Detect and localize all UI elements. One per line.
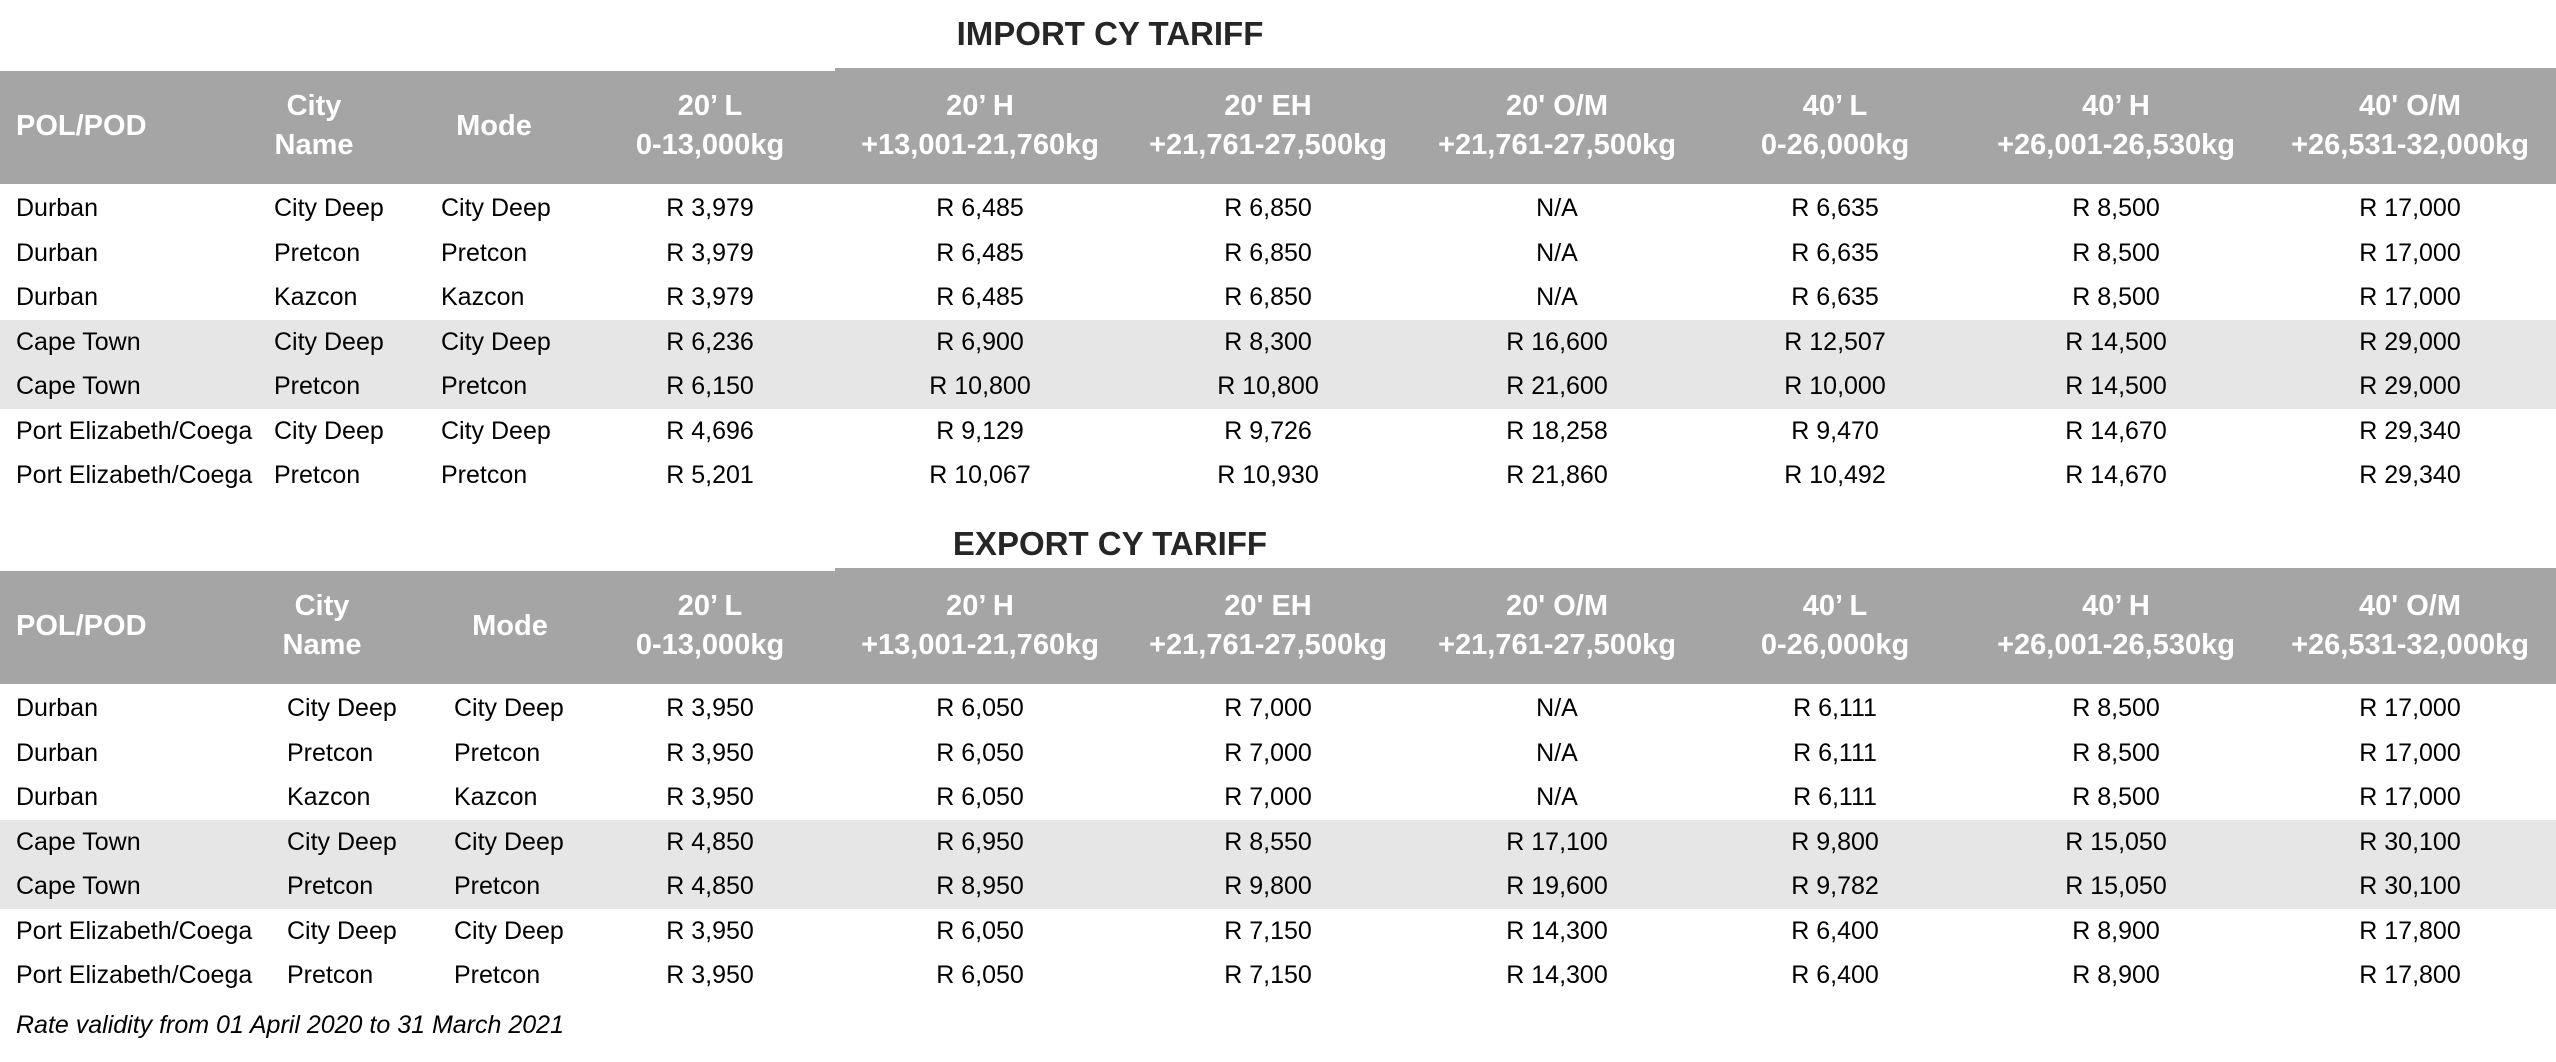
- cell-20h: R 8,950: [936, 872, 1024, 900]
- import-table-row: [0, 409, 2556, 454]
- header-line-1: City: [286, 90, 342, 122]
- header-line-1: 20’ H: [946, 90, 1014, 122]
- cell-mode: City Deep: [441, 327, 551, 356]
- header-line-1: POL/POD: [16, 109, 147, 142]
- import-header-pol-pod: [16, 68, 147, 184]
- cell-city-name: City Deep: [274, 416, 384, 445]
- cell-pol-pod: Port Elizabeth/Coega: [16, 916, 253, 945]
- import-table-row: [0, 186, 2556, 231]
- header-line-1: Mode: [472, 609, 548, 642]
- header-line-1: 40’ H: [2082, 590, 2150, 622]
- cell-pol-pod: Durban: [16, 194, 98, 222]
- header-line-2: 0-26,000kg: [1760, 129, 1910, 161]
- header-line-1: City: [294, 590, 350, 622]
- cell-city-name: City Deep: [274, 327, 384, 356]
- cell-40om: R 17,000: [2359, 194, 2461, 222]
- cell-40om: R 29,000: [2359, 372, 2461, 400]
- export-table-row: [0, 909, 2556, 954]
- export-header-40l: [1685, 568, 1985, 684]
- cell-20eh: R 8,550: [1224, 827, 1312, 856]
- cell-20om: N/A: [1536, 194, 1578, 222]
- cell-pol-pod: Port Elizabeth/Coega: [16, 961, 253, 989]
- cell-20h: R 6,050: [936, 961, 1024, 989]
- import-header-40h: [1966, 68, 2266, 184]
- cell-pol-pod: Durban: [16, 283, 98, 311]
- cell-mode: Pretcon: [441, 372, 528, 400]
- header-line-2: +21,761-27,500kg: [1149, 629, 1387, 661]
- cell-40om: R 30,100: [2359, 872, 2461, 900]
- cell-40l: R 6,111: [1793, 694, 1877, 722]
- cell-20eh: R 7,000: [1224, 783, 1312, 811]
- cell-mode: Kazcon: [441, 283, 525, 311]
- cell-pol-pod: Cape Town: [16, 327, 141, 356]
- cell-20om: R 21,600: [1506, 372, 1608, 400]
- cell-mode: Pretcon: [441, 461, 528, 489]
- header-line-2: +26,531-32,000kg: [2291, 129, 2529, 161]
- cell-40l: R 9,800: [1791, 827, 1879, 856]
- cell-40l: R 9,782: [1791, 872, 1879, 900]
- cell-20eh: R 6,850: [1224, 283, 1312, 311]
- cell-mode: City Deep: [441, 194, 551, 222]
- cell-20h: R 6,050: [936, 783, 1024, 811]
- cell-pol-pod: Durban: [16, 738, 98, 767]
- cell-20eh: R 7,150: [1224, 961, 1312, 989]
- cell-20h: R 6,485: [936, 283, 1024, 311]
- import-header-20h: [830, 68, 1130, 184]
- cell-20eh: R 8,300: [1224, 327, 1312, 356]
- cell-mode: Pretcon: [454, 961, 541, 989]
- header-line-2: +13,001-21,760kg: [861, 129, 1099, 161]
- cell-20eh: R 6,850: [1224, 238, 1312, 267]
- export-table-row: [0, 775, 2556, 820]
- cell-pol-pod: Durban: [16, 783, 98, 811]
- cell-40om: R 17,000: [2359, 694, 2461, 722]
- header-line-1: 20' O/M: [1506, 90, 1608, 122]
- import-header-40l: [1685, 68, 1985, 184]
- header-line-1: POL/POD: [16, 609, 147, 642]
- cell-city-name: Kazcon: [287, 783, 371, 811]
- cell-20eh: R 9,800: [1224, 872, 1312, 900]
- header-line-2: 0-26,000kg: [1760, 629, 1910, 661]
- header-line-1: 40' O/M: [2359, 90, 2461, 122]
- cell-city-name: Pretcon: [287, 872, 374, 900]
- header-line-1: 20’ H: [946, 590, 1014, 622]
- cell-20om: R 21,860: [1506, 461, 1608, 489]
- import-header-20l: [560, 68, 860, 184]
- cell-20eh: R 7,150: [1224, 916, 1312, 945]
- cell-20h: R 9,129: [936, 416, 1024, 445]
- cell-20h: R 6,050: [936, 916, 1024, 945]
- export-header-20eh: [1118, 568, 1418, 684]
- cell-20l: R 3,979: [666, 238, 754, 267]
- cell-pol-pod: Durban: [16, 694, 98, 722]
- cell-40h: R 8,500: [2072, 694, 2160, 722]
- export-table-row: [0, 820, 2556, 865]
- header-line-1: 40’ L: [1802, 90, 1868, 122]
- cell-40om: R 17,800: [2359, 916, 2461, 945]
- header-line-2: Name: [282, 629, 362, 661]
- cell-40l: R 6,635: [1791, 283, 1879, 311]
- cell-40h: R 8,900: [2072, 961, 2160, 989]
- cell-40h: R 8,500: [2072, 194, 2160, 222]
- cell-40h: R 8,500: [2072, 738, 2160, 767]
- export-header-20l: [560, 568, 860, 684]
- cell-mode: City Deep: [454, 694, 564, 722]
- cell-city-name: City Deep: [287, 827, 397, 856]
- cell-city-name: City Deep: [274, 194, 384, 222]
- cell-40h: R 15,050: [2065, 872, 2167, 900]
- cell-40h: R 8,500: [2072, 783, 2160, 811]
- header-line-2: +26,001-26,530kg: [1997, 129, 2235, 161]
- cell-pol-pod: Cape Town: [16, 872, 141, 900]
- cell-20eh: R 7,000: [1224, 738, 1312, 767]
- cell-20h: R 6,050: [936, 738, 1024, 767]
- cell-city-name: Kazcon: [274, 283, 358, 311]
- cell-40l: R 10,492: [1784, 461, 1886, 489]
- import-header-40om: [2260, 68, 2556, 184]
- header-line-1: 40’ H: [2082, 90, 2150, 122]
- cell-20l: R 3,950: [666, 694, 754, 722]
- header-line-2: 0-13,000kg: [635, 629, 785, 661]
- cell-40h: R 14,670: [2065, 416, 2167, 445]
- cell-40om: R 17,000: [2359, 283, 2461, 311]
- export-table-row: [0, 864, 2556, 909]
- cell-40l: R 10,000: [1784, 372, 1886, 400]
- export-section-title: EXPORT CY TARIFF: [952, 525, 1268, 562]
- cell-20l: R 3,950: [666, 961, 754, 989]
- cell-mode: Pretcon: [454, 872, 541, 900]
- cell-20eh: R 9,726: [1224, 416, 1312, 445]
- header-line-1: 20’ L: [677, 590, 743, 622]
- cell-20h: R 10,800: [929, 372, 1031, 400]
- cell-40l: R 6,635: [1791, 238, 1879, 267]
- cell-20h: R 10,067: [929, 461, 1031, 489]
- cell-20om: R 14,300: [1506, 916, 1608, 945]
- cell-20eh: R 6,850: [1224, 194, 1312, 222]
- cell-mode: Pretcon: [454, 738, 541, 767]
- cell-pol-pod: Durban: [16, 238, 98, 267]
- import-table-row: [0, 231, 2556, 276]
- header-line-1: 20' O/M: [1506, 590, 1608, 622]
- cell-40l: R 6,111: [1793, 738, 1877, 767]
- cell-20om: R 18,258: [1506, 416, 1608, 445]
- cell-20om: N/A: [1536, 738, 1578, 767]
- export-table-row: [0, 953, 2556, 998]
- import-header-20eh: [1118, 68, 1418, 184]
- export-header-20om: [1407, 568, 1707, 684]
- header-line-2: +13,001-21,760kg: [861, 629, 1099, 661]
- cell-40om: R 17,000: [2359, 738, 2461, 767]
- header-line-1: 40’ L: [1802, 590, 1868, 622]
- cell-20l: R 3,950: [666, 783, 754, 811]
- cell-40h: R 14,500: [2065, 372, 2167, 400]
- cell-mode: Kazcon: [454, 783, 538, 811]
- cell-20eh: R 10,930: [1217, 461, 1319, 489]
- cell-20om: R 17,100: [1506, 827, 1608, 856]
- cell-20om: R 14,300: [1506, 961, 1608, 989]
- cell-40h: R 8,900: [2072, 916, 2160, 945]
- cell-20l: R 3,950: [666, 738, 754, 767]
- cell-20om: R 19,600: [1506, 872, 1608, 900]
- cell-40l: R 6,400: [1791, 916, 1879, 945]
- cell-city-name: Pretcon: [274, 372, 361, 400]
- cell-40om: R 17,000: [2359, 783, 2461, 811]
- header-line-2: 0-13,000kg: [635, 129, 785, 161]
- cell-40h: R 8,500: [2072, 283, 2160, 311]
- cell-40h: R 14,670: [2065, 461, 2167, 489]
- cell-mode: Pretcon: [441, 238, 528, 267]
- cell-mode: City Deep: [441, 416, 551, 445]
- cell-20l: R 4,850: [666, 827, 754, 856]
- cell-city-name: City Deep: [287, 916, 397, 945]
- import-header-20om: [1407, 68, 1707, 184]
- cell-40l: R 9,470: [1791, 416, 1879, 445]
- cell-20l: R 3,979: [666, 194, 754, 222]
- import-table-row: [0, 364, 2556, 409]
- export-table-row: [0, 686, 2556, 731]
- cell-20om: N/A: [1536, 283, 1578, 311]
- cell-40l: R 6,400: [1791, 961, 1879, 989]
- export-header-40om: [2260, 568, 2556, 684]
- cell-20h: R 6,900: [936, 327, 1024, 356]
- cell-20l: R 3,979: [666, 283, 754, 311]
- cell-pol-pod: Port Elizabeth/Coega: [16, 416, 253, 445]
- cell-mode: City Deep: [454, 827, 564, 856]
- cell-40h: R 14,500: [2065, 327, 2167, 356]
- cell-20h: R 6,950: [936, 827, 1024, 856]
- cell-40om: R 30,100: [2359, 827, 2461, 856]
- cell-40l: R 12,507: [1784, 327, 1886, 356]
- cell-pol-pod: Port Elizabeth/Coega: [16, 461, 253, 489]
- header-line-1: 20’ L: [677, 90, 743, 122]
- cell-20eh: R 7,000: [1224, 694, 1312, 722]
- cell-20h: R 6,050: [936, 694, 1024, 722]
- import-table-row: [0, 275, 2556, 320]
- cell-20om: N/A: [1536, 783, 1578, 811]
- cell-city-name: Pretcon: [274, 461, 361, 489]
- header-line-2: +21,761-27,500kg: [1149, 129, 1387, 161]
- header-line-1: 40' O/M: [2359, 590, 2461, 622]
- import-table-row: [0, 453, 2556, 498]
- cell-20h: R 6,485: [936, 238, 1024, 267]
- header-line-1: 20' EH: [1224, 590, 1312, 622]
- cell-20om: N/A: [1536, 238, 1578, 267]
- export-header-20h: [830, 568, 1130, 684]
- header-line-1: 20' EH: [1224, 90, 1312, 122]
- export-header-pol-pod: [16, 568, 147, 684]
- cell-40om: R 17,800: [2359, 961, 2461, 989]
- header-line-2: +26,001-26,530kg: [1997, 629, 2235, 661]
- import-table-row: [0, 320, 2556, 365]
- cell-city-name: Pretcon: [274, 238, 361, 267]
- header-line-1: Mode: [456, 109, 532, 142]
- cell-city-name: Pretcon: [287, 961, 374, 989]
- export-header-40h: [1966, 568, 2266, 684]
- cell-40om: R 29,340: [2359, 461, 2461, 489]
- header-line-2: +21,761-27,500kg: [1438, 129, 1676, 161]
- cell-20l: R 5,201: [666, 461, 754, 489]
- cell-40l: R 6,111: [1793, 783, 1877, 811]
- cell-pol-pod: Cape Town: [16, 372, 141, 400]
- cell-40h: R 15,050: [2065, 827, 2167, 856]
- import-section-title: IMPORT CY TARIFF: [956, 15, 1264, 52]
- cell-20om: N/A: [1536, 694, 1578, 722]
- header-line-2: +21,761-27,500kg: [1438, 629, 1676, 661]
- cell-20l: R 4,696: [666, 416, 754, 445]
- cell-20eh: R 10,800: [1217, 372, 1319, 400]
- cell-40om: R 17,000: [2359, 238, 2461, 267]
- cell-20l: R 6,236: [666, 327, 754, 356]
- cell-pol-pod: Cape Town: [16, 827, 141, 856]
- cell-20l: R 4,850: [666, 872, 754, 900]
- cell-20h: R 6,485: [936, 194, 1024, 222]
- cell-20l: R 3,950: [666, 916, 754, 945]
- cell-40h: R 8,500: [2072, 238, 2160, 267]
- export-table-row: [0, 731, 2556, 776]
- cell-40l: R 6,635: [1791, 194, 1879, 222]
- header-line-2: +26,531-32,000kg: [2291, 629, 2529, 661]
- cell-city-name: City Deep: [287, 694, 397, 722]
- cell-20om: R 16,600: [1506, 327, 1608, 356]
- cell-40om: R 29,340: [2359, 416, 2461, 445]
- rate-validity-note: Rate validity from 01 April 2020 to 31 March 2021: [16, 1011, 564, 1039]
- cell-mode: City Deep: [454, 916, 564, 945]
- cell-20l: R 6,150: [666, 372, 754, 400]
- cell-city-name: Pretcon: [287, 738, 374, 767]
- cell-40om: R 29,000: [2359, 327, 2461, 356]
- header-line-2: Name: [274, 129, 354, 161]
